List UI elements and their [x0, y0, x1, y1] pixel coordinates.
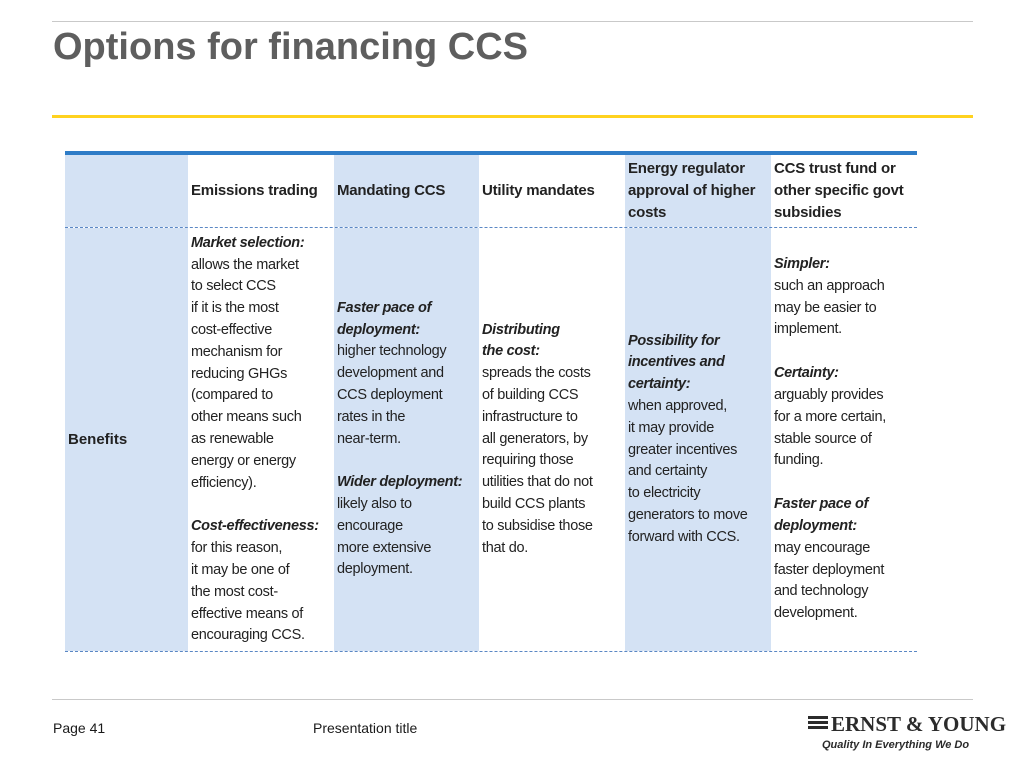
benefit-heading: Market selection: — [191, 234, 305, 251]
header-text-line: approval of higher — [628, 182, 756, 199]
benefit-text: cost-effective — [191, 322, 272, 339]
benefit-text: stable source of — [774, 430, 872, 447]
header-utility-mandates — [479, 155, 625, 227]
benefit-text: for this reason, — [191, 540, 283, 557]
benefit-heading: deployment: — [337, 321, 420, 338]
benefit-text: to electricity — [628, 485, 701, 502]
benefit-text: effective means of — [191, 605, 304, 622]
benefit-text: infrastructure to — [482, 408, 578, 425]
row-label-benefits: Benefits — [68, 431, 128, 448]
benefit-text: CCS deployment — [337, 386, 443, 403]
benefit-text: and technology — [774, 583, 869, 600]
financing-options-table — [65, 151, 917, 655]
benefit-block — [337, 298, 477, 451]
benefit-text: encouraging CCS. — [191, 627, 305, 644]
benefit-text: arguably provides — [774, 387, 884, 403]
row-label-cell — [65, 228, 188, 651]
header-ccs-trust-fund — [771, 155, 917, 227]
benefit-block — [337, 472, 477, 581]
title-accent-rule — [52, 115, 973, 118]
benefit-text: requiring those — [482, 452, 574, 469]
footer-divider — [52, 699, 973, 700]
benefit-text: to subsidise those — [482, 517, 593, 534]
benefit-text: it may provide — [628, 419, 715, 436]
benefit-text: to select CCS — [191, 278, 276, 295]
benefit-heading: Faster pace of — [337, 299, 432, 316]
benefit-heading: certainty: — [628, 376, 691, 393]
benefit-heading: the cost: — [482, 343, 540, 360]
presentation-title: Presentation title — [313, 720, 418, 736]
benefit-text: and certainty — [628, 463, 708, 480]
benefit-text: deployment. — [337, 561, 413, 578]
benefit-block — [191, 233, 332, 495]
benefit-text: energy or energy — [191, 452, 296, 469]
benefit-text: build CCS plants — [482, 495, 586, 512]
benefit-text: implement. — [774, 321, 842, 338]
cell-energy-regulator — [625, 228, 771, 651]
benefit-heading: Distributing — [482, 321, 560, 338]
header-mandating-ccs — [334, 155, 479, 227]
header-text-line: Energy regulator — [628, 160, 745, 177]
benefit-text: higher technology — [337, 343, 447, 360]
benefit-heading: Faster pace of — [774, 496, 869, 513]
benefit-heading: Possibility for — [628, 332, 720, 349]
benefit-text: likely also to — [337, 496, 412, 513]
benefit-text: such an approach — [774, 277, 885, 294]
cell-emissions-trading — [188, 228, 334, 651]
benefit-heading: Wider deployment: — [337, 474, 463, 491]
benefit-block — [482, 320, 623, 560]
benefit-text: utilities that do not — [482, 474, 593, 491]
benefit-text: the most cost- — [191, 583, 278, 600]
cell-mandating-ccs — [334, 228, 479, 651]
header-emissions-trading — [188, 155, 334, 227]
cell-utility-mandates — [479, 228, 625, 651]
benefit-text: when approved, — [628, 397, 727, 414]
ernst-young-logo — [808, 712, 1007, 756]
benefit-text: development and — [337, 365, 444, 382]
header-text-line: CCS trust fund or — [774, 160, 896, 177]
benefit-text: near-term. — [337, 430, 401, 447]
benefit-text: faster deployment — [774, 561, 885, 578]
header-energy-regulator — [625, 155, 771, 227]
benefit-text: may encourage — [774, 539, 871, 556]
logo-wordmark: ERNST & YOUNG — [831, 712, 1007, 736]
header-text-line: Utility mandates — [482, 182, 595, 199]
benefit-text: for a more certain, — [774, 408, 886, 425]
benefit-heading: Certainty: — [774, 365, 839, 382]
benefit-text: forward with CCS. — [628, 528, 740, 545]
benefit-text: it may be one of — [191, 561, 290, 578]
header-text-line: costs — [628, 204, 667, 221]
header-text-line: subsidies — [774, 204, 842, 221]
benefit-text: as renewable — [191, 431, 274, 447]
cell-ccs-trust-fund — [771, 228, 917, 651]
benefit-text: mechanism for — [191, 343, 283, 360]
benefit-text: other means such — [191, 409, 302, 426]
benefit-text: development. — [774, 605, 858, 622]
benefit-text: encourage — [337, 517, 403, 534]
benefit-text: more extensive — [337, 539, 432, 556]
benefit-block — [774, 254, 915, 341]
slide-title: Options for financing CCS — [53, 26, 528, 68]
benefit-text: funding. — [774, 452, 824, 469]
table-header-row — [65, 155, 917, 228]
benefit-text: (compared to — [191, 387, 273, 404]
benefit-text: rates in the — [337, 408, 406, 425]
benefit-text: all generators, by — [482, 430, 588, 447]
logo-mark-icon — [808, 716, 828, 731]
benefit-heading: incentives and — [628, 354, 725, 371]
benefit-text: allows the market — [191, 256, 299, 273]
benefit-text: efficiency). — [191, 474, 257, 491]
benefit-heading: Cost-effectiveness: — [191, 518, 319, 535]
benefit-text: that do. — [482, 539, 528, 556]
header-cell-empty — [65, 155, 188, 227]
header-text-line: Mandating CCS — [337, 182, 446, 199]
benefit-text: of building CCS — [482, 387, 579, 403]
benefit-text: greater incentives — [628, 441, 738, 458]
benefit-block — [774, 363, 915, 472]
benefit-heading: Simpler: — [774, 256, 830, 273]
page-number: Page 41 — [53, 720, 106, 736]
benefit-block — [628, 331, 769, 549]
table-row-benefits — [65, 228, 917, 652]
benefit-text: if it is the most — [191, 300, 279, 317]
benefit-text: spreads the costs — [482, 365, 591, 382]
benefit-heading: deployment: — [774, 517, 857, 534]
benefit-block — [774, 494, 915, 625]
header-text-line: Emissions trading — [191, 182, 318, 199]
benefit-text: may be easier to — [774, 299, 877, 316]
top-divider — [52, 21, 973, 22]
logo-tagline: Quality In Everything We Do — [822, 739, 970, 751]
benefit-text: reducing GHGs — [191, 365, 288, 382]
benefit-text: generators to move — [628, 506, 748, 523]
benefit-block — [191, 516, 332, 647]
header-text-line: other specific govt — [774, 182, 904, 199]
